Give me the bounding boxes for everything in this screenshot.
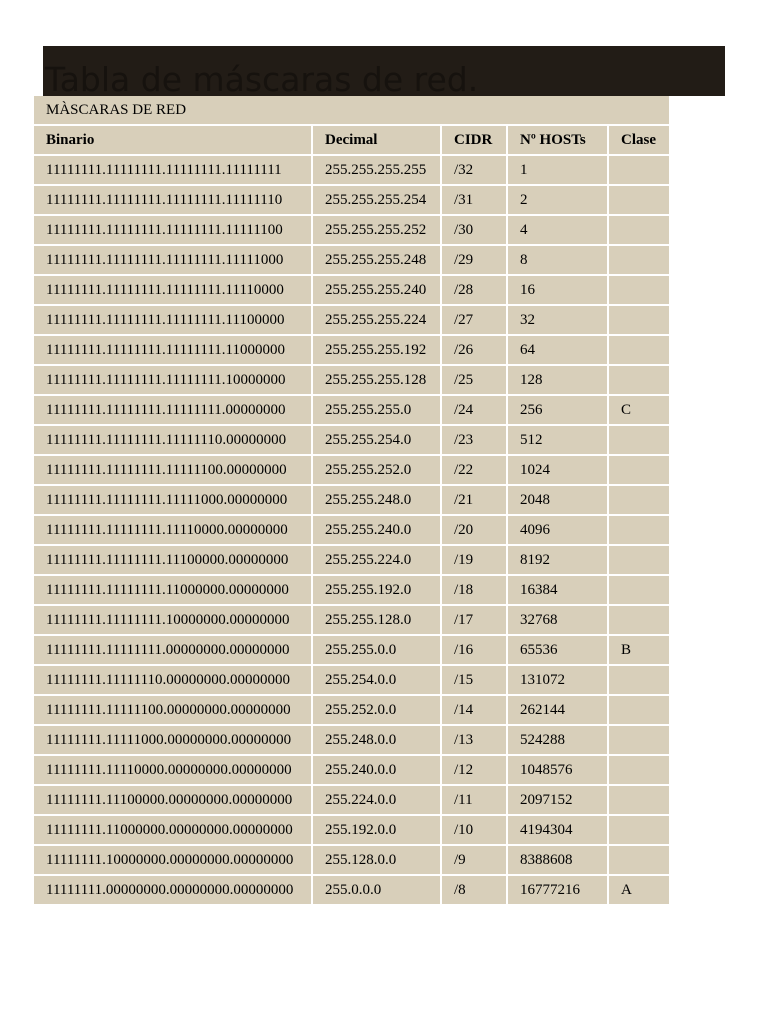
cell-clase <box>608 245 670 275</box>
cell-decimal: 255.224.0.0 <box>312 785 441 815</box>
cell-decimal: 255.255.255.240 <box>312 275 441 305</box>
header-cidr: CIDR <box>441 125 507 155</box>
cell-binario: 11111111.11111111.11111111.11110000 <box>33 275 312 305</box>
cell-clase <box>608 455 670 485</box>
cell-clase <box>608 365 670 395</box>
cell-cidr: /25 <box>441 365 507 395</box>
table-row <box>33 605 670 635</box>
table-header-row <box>33 125 670 155</box>
cell-hosts: 64 <box>507 335 608 365</box>
cell-hosts: 8 <box>507 245 608 275</box>
cell-clase <box>608 155 670 185</box>
cell-decimal: 255.255.255.252 <box>312 215 441 245</box>
table-row <box>33 335 670 365</box>
cell-clase <box>608 755 670 785</box>
cell-decimal: 255.128.0.0 <box>312 845 441 875</box>
cell-hosts: 262144 <box>507 695 608 725</box>
cell-hosts: 131072 <box>507 665 608 695</box>
cell-clase <box>608 665 670 695</box>
header-decimal: Decimal <box>312 125 441 155</box>
cell-clase <box>608 545 670 575</box>
table-row <box>33 665 670 695</box>
cell-decimal: 255.255.128.0 <box>312 605 441 635</box>
table-row <box>33 725 670 755</box>
table-row <box>33 215 670 245</box>
cell-clase: C <box>608 395 670 425</box>
cell-decimal: 255.192.0.0 <box>312 815 441 845</box>
cell-decimal: 255.255.255.248 <box>312 245 441 275</box>
cell-decimal: 255.255.255.0 <box>312 395 441 425</box>
table-row <box>33 755 670 785</box>
cell-binario: 11111111.11111111.11111111.11111110 <box>33 185 312 215</box>
table-row <box>33 515 670 545</box>
cell-binario: 11111111.11111111.11111111.11000000 <box>33 335 312 365</box>
cell-decimal: 255.255.255.192 <box>312 335 441 365</box>
table-caption: MÀSCARAS DE RED <box>33 96 670 125</box>
title-banner <box>43 46 725 96</box>
cell-clase <box>608 575 670 605</box>
netmask-table-body <box>33 96 670 905</box>
cell-hosts: 16384 <box>507 575 608 605</box>
cell-clase <box>608 845 670 875</box>
cell-cidr: /14 <box>441 695 507 725</box>
cell-binario: 11111111.11111111.11111111.00000000 <box>33 395 312 425</box>
cell-decimal: 255.255.255.255 <box>312 155 441 185</box>
cell-binario: 11111111.11111111.11111111.11100000 <box>33 305 312 335</box>
cell-decimal: 255.255.255.128 <box>312 365 441 395</box>
cell-binario: 11111111.11100000.00000000.00000000 <box>33 785 312 815</box>
cell-hosts: 512 <box>507 425 608 455</box>
cell-cidr: /12 <box>441 755 507 785</box>
cell-decimal: 255.255.248.0 <box>312 485 441 515</box>
cell-clase <box>608 695 670 725</box>
cell-hosts: 2 <box>507 185 608 215</box>
cell-clase <box>608 425 670 455</box>
table-row <box>33 485 670 515</box>
table-row <box>33 785 670 815</box>
cell-clase <box>608 335 670 365</box>
table-row <box>33 305 670 335</box>
cell-binario: 11111111.00000000.00000000.00000000 <box>33 875 312 905</box>
cell-hosts: 128 <box>507 365 608 395</box>
cell-hosts: 8192 <box>507 545 608 575</box>
cell-clase <box>608 815 670 845</box>
cell-clase: B <box>608 635 670 665</box>
cell-decimal: 255.255.192.0 <box>312 575 441 605</box>
cell-hosts: 256 <box>507 395 608 425</box>
table-row <box>33 425 670 455</box>
cell-clase <box>608 605 670 635</box>
table-caption-row <box>33 96 670 125</box>
netmask-table <box>32 96 671 906</box>
cell-decimal: 255.0.0.0 <box>312 875 441 905</box>
cell-decimal: 255.255.255.254 <box>312 185 441 215</box>
table-row <box>33 575 670 605</box>
table-row <box>33 635 670 665</box>
cell-cidr: /26 <box>441 335 507 365</box>
cell-binario: 11111111.11111111.11111111.11111111 <box>33 155 312 185</box>
cell-hosts: 8388608 <box>507 845 608 875</box>
table-row <box>33 455 670 485</box>
cell-cidr: /9 <box>441 845 507 875</box>
cell-hosts: 4194304 <box>507 815 608 845</box>
table-row <box>33 395 670 425</box>
cell-clase <box>608 305 670 335</box>
cell-binario: 11111111.11111111.11110000.00000000 <box>33 515 312 545</box>
cell-cidr: /17 <box>441 605 507 635</box>
cell-hosts: 2097152 <box>507 785 608 815</box>
cell-binario: 11111111.11111111.10000000.00000000 <box>33 605 312 635</box>
cell-clase <box>608 785 670 815</box>
table-row <box>33 545 670 575</box>
cell-hosts: 4096 <box>507 515 608 545</box>
cell-cidr: /18 <box>441 575 507 605</box>
cell-decimal: 255.254.0.0 <box>312 665 441 695</box>
table-row <box>33 845 670 875</box>
table-row <box>33 695 670 725</box>
table-row <box>33 155 670 185</box>
cell-hosts: 65536 <box>507 635 608 665</box>
cell-clase <box>608 215 670 245</box>
cell-decimal: 255.255.254.0 <box>312 425 441 455</box>
cell-cidr: /20 <box>441 515 507 545</box>
cell-hosts: 4 <box>507 215 608 245</box>
table-row <box>33 365 670 395</box>
cell-cidr: /32 <box>441 155 507 185</box>
cell-cidr: /23 <box>441 425 507 455</box>
cell-cidr: /22 <box>441 455 507 485</box>
table-row <box>33 815 670 845</box>
table-row <box>33 275 670 305</box>
cell-clase <box>608 185 670 215</box>
cell-hosts: 32768 <box>507 605 608 635</box>
cell-binario: 11111111.11111111.11100000.00000000 <box>33 545 312 575</box>
cell-decimal: 255.252.0.0 <box>312 695 441 725</box>
cell-binario: 11111111.11111111.11111111.11111100 <box>33 215 312 245</box>
cell-cidr: /28 <box>441 275 507 305</box>
cell-binario: 11111111.11111000.00000000.00000000 <box>33 725 312 755</box>
cell-cidr: /16 <box>441 635 507 665</box>
cell-decimal: 255.255.240.0 <box>312 515 441 545</box>
cell-decimal: 255.255.255.224 <box>312 305 441 335</box>
table-row <box>33 875 670 905</box>
header-clase: Clase <box>608 125 670 155</box>
cell-hosts: 1 <box>507 155 608 185</box>
cell-cidr: /19 <box>441 545 507 575</box>
header-binario: Binario <box>33 125 312 155</box>
cell-binario: 11111111.11111110.00000000.00000000 <box>33 665 312 695</box>
cell-cidr: /31 <box>441 185 507 215</box>
cell-cidr: /8 <box>441 875 507 905</box>
cell-hosts: 16777216 <box>507 875 608 905</box>
cell-hosts: 524288 <box>507 725 608 755</box>
cell-binario: 11111111.11111111.11000000.00000000 <box>33 575 312 605</box>
cell-binario: 11111111.11111100.00000000.00000000 <box>33 695 312 725</box>
cell-cidr: /24 <box>441 395 507 425</box>
cell-cidr: /21 <box>441 485 507 515</box>
cell-binario: 11111111.11111111.11111000.00000000 <box>33 485 312 515</box>
cell-binario: 11111111.10000000.00000000.00000000 <box>33 845 312 875</box>
cell-cidr: /13 <box>441 725 507 755</box>
cell-binario: 11111111.11111111.11111110.00000000 <box>33 425 312 455</box>
cell-decimal: 255.248.0.0 <box>312 725 441 755</box>
cell-cidr: /11 <box>441 785 507 815</box>
cell-binario: 11111111.11000000.00000000.00000000 <box>33 815 312 845</box>
cell-clase <box>608 275 670 305</box>
cell-decimal: 255.240.0.0 <box>312 755 441 785</box>
cell-hosts: 16 <box>507 275 608 305</box>
cell-clase: A <box>608 875 670 905</box>
cell-hosts: 2048 <box>507 485 608 515</box>
cell-decimal: 255.255.252.0 <box>312 455 441 485</box>
cell-clase <box>608 515 670 545</box>
cell-cidr: /15 <box>441 665 507 695</box>
cell-clase <box>608 485 670 515</box>
cell-hosts: 1048576 <box>507 755 608 785</box>
cell-clase <box>608 725 670 755</box>
table-row <box>33 245 670 275</box>
cell-binario: 11111111.11110000.00000000.00000000 <box>33 755 312 785</box>
cell-hosts: 1024 <box>507 455 608 485</box>
cell-decimal: 255.255.0.0 <box>312 635 441 665</box>
cell-binario: 11111111.11111111.11111100.00000000 <box>33 455 312 485</box>
cell-binario: 11111111.11111111.00000000.00000000 <box>33 635 312 665</box>
cell-binario: 11111111.11111111.11111111.11111000 <box>33 245 312 275</box>
table-row <box>33 185 670 215</box>
page-title: Tabla de máscaras de red. <box>45 60 479 96</box>
cell-binario: 11111111.11111111.11111111.10000000 <box>33 365 312 395</box>
cell-cidr: /10 <box>441 815 507 845</box>
header-hosts: Nº HOSTs <box>507 125 608 155</box>
cell-cidr: /30 <box>441 215 507 245</box>
cell-cidr: /29 <box>441 245 507 275</box>
cell-decimal: 255.255.224.0 <box>312 545 441 575</box>
cell-cidr: /27 <box>441 305 507 335</box>
cell-hosts: 32 <box>507 305 608 335</box>
